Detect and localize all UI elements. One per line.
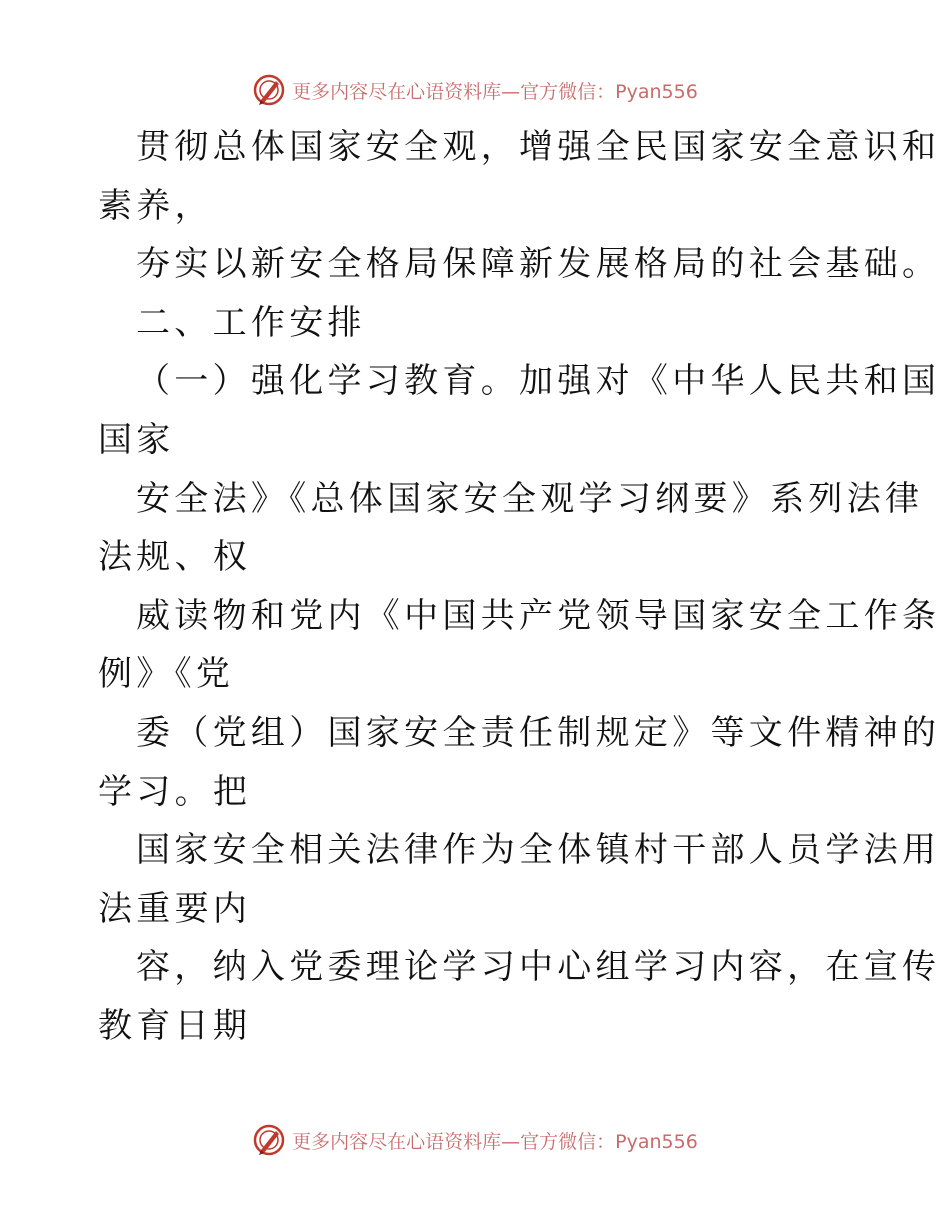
body-line: （一）强化学习教育。加强对《中华人民共和国: [136, 361, 941, 402]
section-heading: 二、工作安排: [136, 302, 366, 343]
body-line: 威读物和党内《中国共产党领导国家安全工作条: [136, 595, 941, 636]
header-watermark: [0, 70, 950, 110]
pen-logo-icon: [252, 1123, 286, 1157]
watermark-text: 更多内容尽在心语资料库—官方微信：Pyan556: [292, 1130, 698, 1153]
body-line: 夯实以新安全格局保障新发展格局的社会基础。: [136, 244, 941, 285]
body-line: 法重要内: [98, 888, 252, 929]
body-line: 安全法》《总体国家安全观学习纲要》系列法律: [136, 478, 924, 519]
body-line: 教育日期: [98, 1005, 252, 1046]
body-line: 法规、权: [98, 537, 252, 578]
footer-watermark: [0, 1120, 950, 1160]
body-line: 例》《党: [98, 654, 235, 695]
body-line: 容，纳入党委理论学习中心组学习内容，在宣传: [136, 947, 941, 988]
body-line: 委（党组）国家安全责任制规定》等文件精神的: [136, 712, 941, 753]
pen-logo-icon: [252, 73, 286, 107]
body-line: 国家安全相关法律作为全体镇村干部人员学法用: [136, 830, 941, 871]
body-line: 学习。把: [98, 771, 252, 812]
watermark-text: 更多内容尽在心语资料库—官方微信：Pyan556: [292, 80, 698, 103]
body-line: 素养，: [98, 185, 213, 226]
body-line: 贯彻总体国家安全观，增强全民国家安全意识和: [136, 127, 941, 167]
document-body: [98, 118, 941, 1056]
body-line: 国家: [98, 419, 175, 460]
